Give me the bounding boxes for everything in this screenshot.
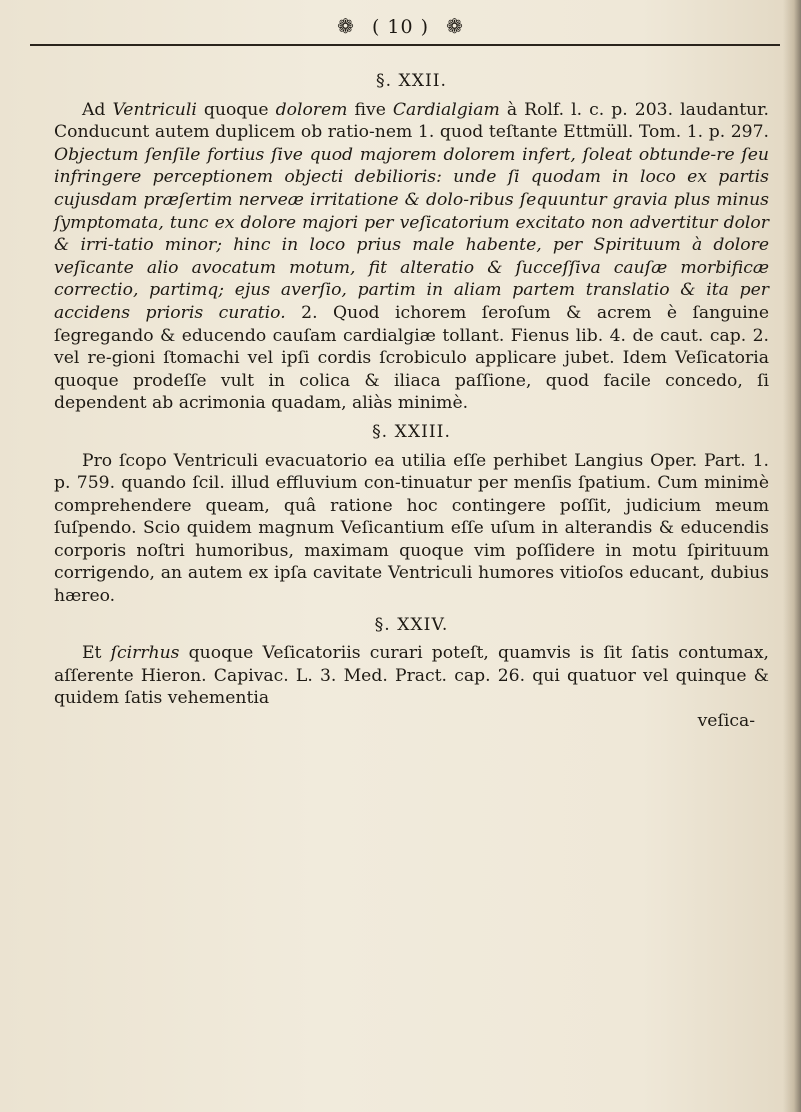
text-run: quoque: [196, 99, 276, 120]
page-edge-shadow: [783, 0, 801, 1112]
paragraph: [54, 99, 769, 415]
text-run: 2. Quod ichorem ſeroſum & acrem è ſanguine ſegregando & educendo cauſam cardialgiæ tollant. Fienus lib. 4. de caut. cap. 2. vel re-gioni ſtomachi vel ipſi cordis ſcrobiculo applicare jubet. Idem Veſicatoria quoque prodeſſe vult in colica & iliaca paſſione, quod facile concedo, ſi dependent ab acrimonia quadam, aliàs minimè.: [54, 302, 769, 414]
page-number: ( 10 ): [371, 16, 430, 38]
section-title: §. XXII.: [375, 71, 448, 91]
body-text: [54, 64, 769, 733]
italic-text: dolorem: [275, 99, 348, 120]
text-run: five: [347, 99, 393, 120]
italic-text: ſcirrhus: [110, 643, 180, 664]
italic-text: Cardialgiam: [392, 99, 500, 120]
paragraph: [54, 450, 769, 608]
section-title: §. XXIV.: [374, 614, 449, 635]
italic-text: Objectum ſenſile fortius ſive quod majorem dolorem infert, ſoleat obtunde-re ſeu infringere perceptionem objecti debilioris: unde ſi quodam in loco ex partis cujusdam præſertim nerveæ irritatione & dolo-ribus ſequuntur gravia plus minus ſymptomata, tunc ex dolore majori per veſicatorium excitato non advertitur dolor & irri-tatio minor; hinc in loco prius male habente, per Spirituum à dolore veſicante alio avocatum motum, fit alteratio & ſucceſſiva cauſæ morbificæ correctio, partimq; ejus averſio, partim in aliam partem translatio & ita per accidens prioris curatio.: [54, 144, 769, 323]
paragraph: [54, 642, 769, 710]
italic-text: Ventriculi: [112, 99, 197, 120]
catchword: veſica-: [697, 711, 755, 732]
header-rule: [30, 44, 780, 46]
page-header: [0, 14, 801, 38]
section-title: §. XXIII.: [372, 421, 451, 442]
text-run: quoque Veſicatoriis curari poteſt, quamvis is ſit ſatis contumax, aſſerente Hieron. Capivac. L. 3. Med. Pract. cap. 26. qui quatuor vel quinque & quidem ſatis vehementia: [54, 643, 769, 709]
ornament-right-icon: ❁: [446, 14, 464, 38]
text-run: à Rolf. l. c. p. 203. laudantur. Conducunt autem duplicem ob ratio-nem 1. quod teſtante Ettmüll. Tom. 1. p. 297.: [54, 99, 769, 143]
text-run: Ad: [82, 99, 113, 120]
text-run: Pro ſcopo Ventriculi evacuatorio ea utilia eſſe perhibet Langius Oper. Part. 1. p. 759. quando ſcil. illud effluvium con-tinuatur per menſis ſpatium. Cum minimè comprehendere queam, quâ ratione hoc contingere poſſit, judicium meum ſuſpendo. Scio quidem magnum Veſicantium eſſe uſum in alterandis & educendis corporis noſtri humoribus, maximam quoque vim poſſidere in motu ſpirituum corrigendo, an autem ex ipſa cavitate Ventriculi humores vitioſos educant, dubius hæreo.: [54, 450, 769, 607]
text-run: Et: [82, 643, 111, 664]
ornament-left-icon: ❁: [337, 14, 355, 38]
